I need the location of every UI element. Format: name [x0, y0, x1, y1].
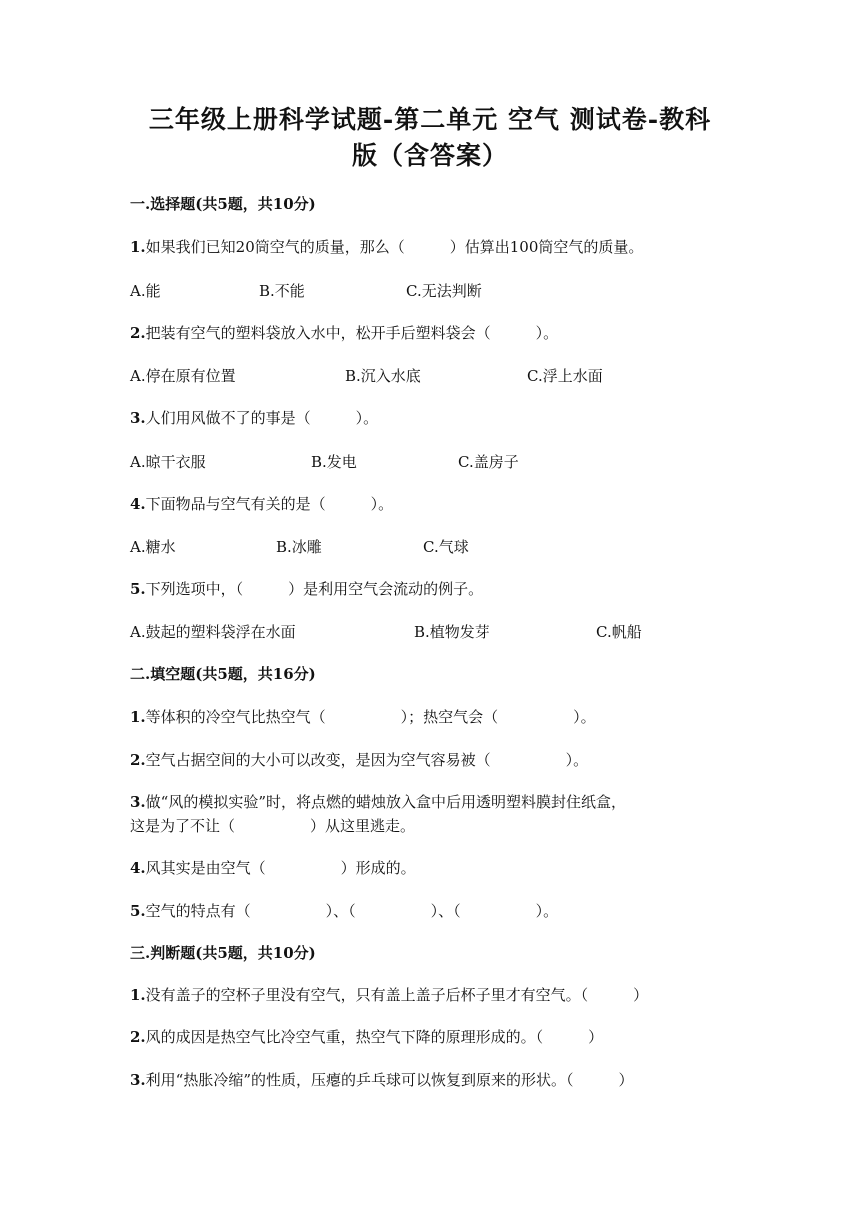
option-b: B.冰雕	[276, 538, 322, 556]
option-c: C.浮上水面	[527, 367, 603, 385]
option-a: A.停在原有位置	[130, 367, 236, 385]
option-a: A.糖水	[130, 538, 176, 556]
choice-question-2: 2.把装有空气的塑料袋放入水中，松开手后塑料袋会（ ）。	[130, 324, 559, 342]
fill-question-2: 2.空气占据空间的大小可以改变，是因为空气容易被（ ）。	[130, 751, 589, 769]
option-b: B.植物发芽	[414, 623, 490, 641]
option-c: C.气球	[423, 538, 469, 556]
section-heading-judge: 三.判断题(共5题，共10分)	[130, 944, 316, 962]
fill-question-4: 4.风其实是由空气（ ）形成的。	[130, 859, 416, 877]
judge-question-3: 3.利用“热胀冷缩”的性质，压瘪的乒乓球可以恢复到原来的形状。（ ）	[130, 1071, 634, 1089]
choice-question-5: 5.下列选项中，（ ）是利用空气会流动的例子。	[130, 580, 484, 598]
section-heading-choice: 一.选择题(共5题，共10分)	[130, 195, 316, 213]
option-a: A.晾干衣服	[130, 453, 206, 471]
title-line-1: 三年级上册科学试题-第二单元 空气 测试卷-教科	[148, 105, 712, 134]
option-c: C.帆船	[596, 623, 642, 641]
option-b: B.沉入水底	[345, 367, 421, 385]
fill-question-3: 3.做“风的模拟实验”时，将点燃的蜡烛放入盒中后用透明塑料膜封住纸盒，	[130, 793, 627, 811]
option-b: B.不能	[259, 282, 305, 300]
choice-question-4: 4.下面物品与空气有关的是（ ）。	[130, 495, 394, 513]
choice-question-3: 3.人们用风做不了的事是（ ）。	[130, 409, 379, 427]
option-a: A.能	[130, 282, 161, 300]
option-c: C.盖房子	[458, 453, 519, 471]
page-title	[100, 102, 760, 174]
judge-question-1: 1.没有盖子的空杯子里没有空气，只有盖上盖子后杯子里才有空气。（ ）	[130, 986, 649, 1004]
fill-question-5: 5.空气的特点有（ ）、（ ）、（ ）。	[130, 902, 559, 920]
option-c: C.无法判断	[406, 282, 482, 300]
choice-question-1: 1.如果我们已知20筒空气的质量，那么（ ）估算出100筒空气的质量。	[130, 238, 644, 256]
fill-question-1: 1.等体积的冷空气比热空气（ ）；热空气会（ ）。	[130, 708, 596, 726]
fill-question-3-continuation: 这是为了不让（ ）从这里逃走。	[130, 817, 416, 835]
judge-question-2: 2.风的成因是热空气比冷空气重，热空气下降的原理形成的。（ ）	[130, 1028, 604, 1046]
title-line-2: 版（含答案）	[351, 141, 508, 170]
section-heading-fill: 二.填空题(共5题，共16分)	[130, 665, 316, 683]
option-a: A.鼓起的塑料袋浮在水面	[130, 623, 296, 641]
option-b: B.发电	[311, 453, 357, 471]
